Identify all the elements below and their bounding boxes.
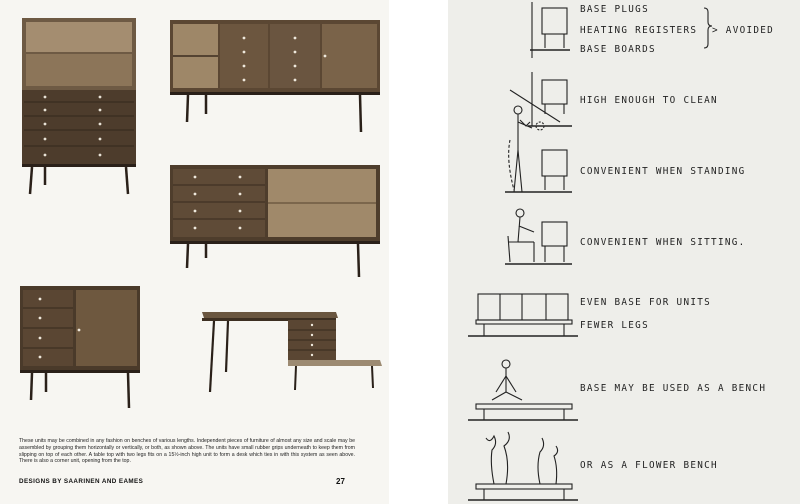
photo-caption: These units may be combined in any fashion on benches of various lengths. Independent pieces of furniture of almost any size and scale may be assembled by grouping them horizontally or vertically, or both, as shown above. The units have small rubber grips underneath to keep them from slipping on top of each other. A table top with two legs fits on a 15½-inch high unit to form a desk which ties in with this system as seen above. There is also a corner unit, opening from the top. [19, 438, 355, 465]
cleaning-height-sketch [510, 72, 572, 130]
page-number: 27 [336, 477, 345, 486]
note-flower-bench: OR AS A FLOWER BENCH [580, 460, 718, 471]
note-heating-registers: HEATING REGISTERS [580, 25, 698, 36]
even-base-sketch [468, 294, 578, 336]
bench-sketch [468, 360, 578, 420]
note-high-enough: HIGH ENOUGH TO CLEAN [580, 95, 718, 106]
note-bench: BASE MAY BE USED AS A BENCH [580, 383, 767, 394]
note-fewer-legs: FEWER LEGS [580, 320, 649, 331]
note-base-boards: BASE BOARDS [580, 44, 656, 55]
sitting-sketch [505, 209, 572, 264]
flower-bench-sketch [468, 432, 578, 500]
designer-credit: DESIGNS BY SAARINEN AND EAMES [19, 478, 144, 485]
note-standing: CONVENIENT WHEN STANDING [580, 166, 746, 177]
note-even-base: EVEN BASE FOR UNITS [580, 297, 712, 308]
note-sitting: CONVENIENT WHEN SITTING. [580, 237, 746, 248]
standing-sketch [505, 106, 572, 192]
note-avoided: > AVOIDED [712, 25, 775, 36]
note-base-plugs: BASE PLUGS [580, 4, 649, 15]
